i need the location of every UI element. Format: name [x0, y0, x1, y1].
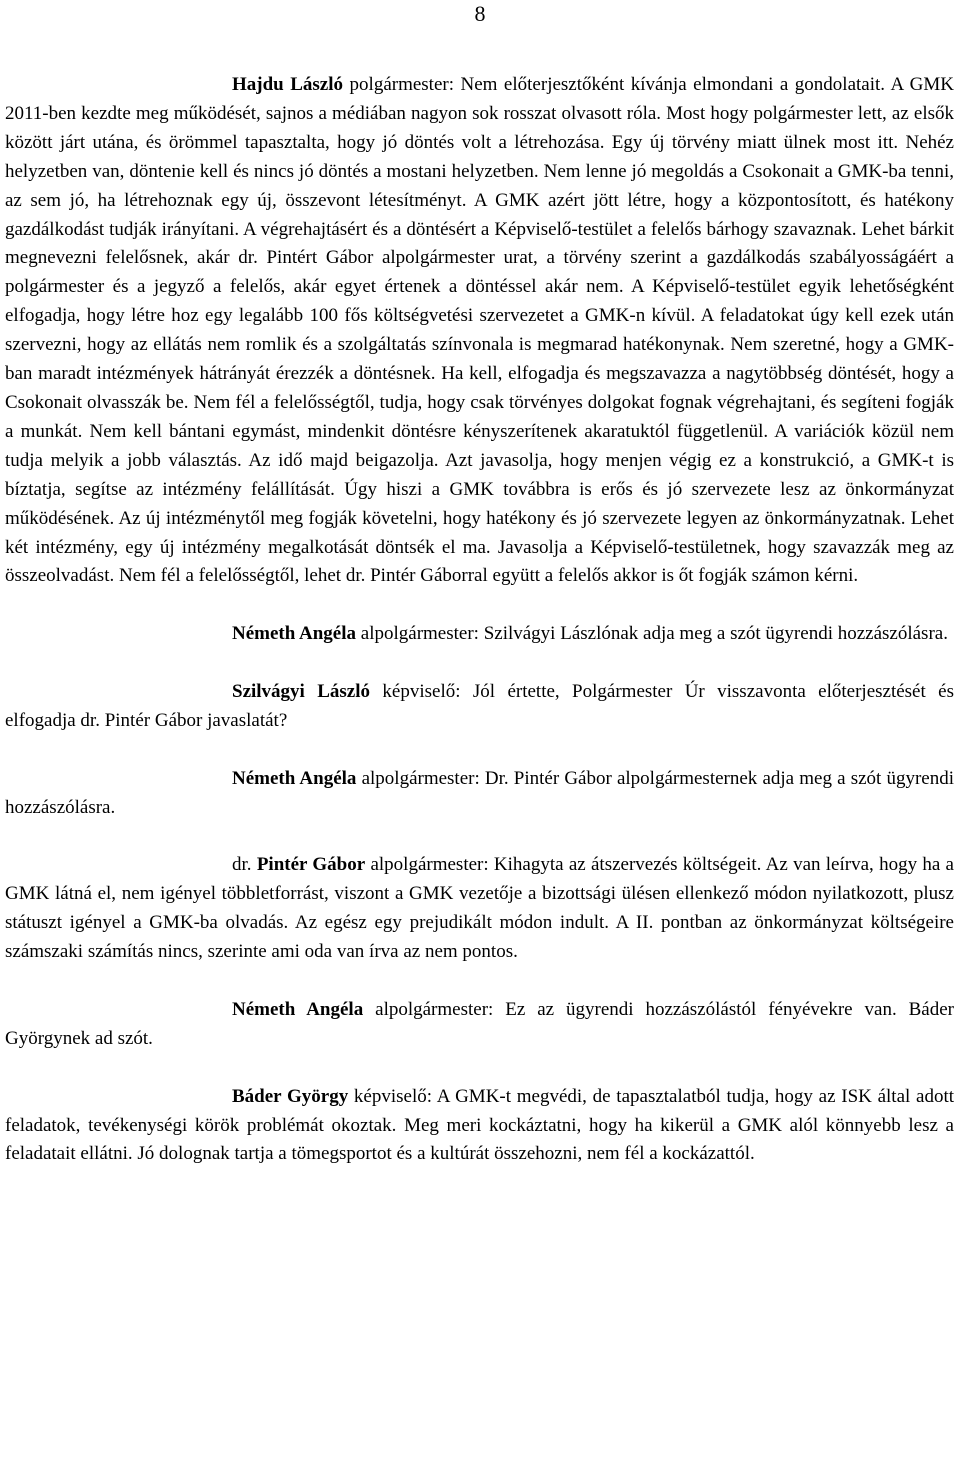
paragraph-text: képviselő: A GMK-t megvédi, de tapasztalatból tudja, hogy az ISK által adott feladatok, tevékenységi körök problémát okoztak. Meg meri kockáztatni, hogy ha kikerül a GMK alól könnyebb lesz a feladatait ellátni. Jó dolognak tartja a tömegsportot és a kultúrát összehozni, nem fél a kockázattól.: [5, 1085, 954, 1165]
paragraph-text: alpolgármester: Szilvágyi Lászlónak adja meg a szót ügyrendi hozzászólásra.: [356, 623, 948, 645]
paragraph-nemeth-3: [5, 996, 954, 1054]
paragraph-spacer: [5, 736, 954, 765]
paragraph-text: polgármester: Nem előterjesztőként kívánja elmondani a gondolatait. A GMK 2011-ben kezdte meg működését, sajnos a médiában nagyon sok rosszat olvasott róla. Most hogy polgármester lett, az elsők között járt utána, és örömmel tapasztalta, hogy jó döntés volt a létrehozása. Egy új törvény miatt ülnek most itt. Nehéz helyzetben van, döntenie kell és nincs jó döntés a mostani helyzetben. Nem lenne jó megoldás a Csokonait a GMK-ba tenni, az sem jó, ha létrehoznak egy új, összevont létesítményt. A GMK azért jött létre, hogy a központosított, és hatékony gazdálkodást tudják irányítani. A végrehajtásért és a döntésért a Képviselő-testület a felelős bárhogy szavaznak. Lehet bárkit megnevezni felelősnek, akár dr. Pintért Gábor alpolgármester urat, a törvény szerint a gazdálkodás szabályosságáért a polgármester és a jegyző a felelős, akár egyet értenek a döntéssel akár nem. A Képviselő-testület egyik lehetőségként elfogadja, hogy létre hoz egy legalább 100 fős költségvetési szervezetet a GMK-n kívül. A feladatokat úgy kell ezek után szervezni, hogy az ellátás nem romlik és a szolgáltatás színvonala is megmarad hatékonynak. Nem szeretné, hogy a GMK-ban maradt intézmények hátrányát érezzék a döntésnek. Ha kell, elfogadja és megszavazza a nagytöbbség döntését, hogy a Csokonait olvasszák be. Nem fél a felelősségtől, tudja, hogy csak törvényes dolgokat fognak végrehajtani, és segíteni fogják a munkát. Nem kell bántani egymást, mindenkit döntésre kényszerítenek akaratuktól függetlenül. A variációk közül nem tudja melyik a jobb választás. Az idő majd beigazolja. Azt javasolja, hogy menjen végig ez a konstrukció, a GMK-t is bíztatja, segítse az intézmény felállítását. Úgy hiszi a GMK továbbra is erős és jó szervezete lesz az önkormányzat működésének. Az új intézménytől meg fogják követelni, hogy hatékony és jó szervezete legyen az önkormányzatnak. Lehet két intézmény, egy új intézmény megalkotását döntsék el ma. Javasolja a Képviselő-testületnek, hogy szavazzák meg az összeolvadást. Nem fél a felelősségtől, lehet dr. Pintér Gáborral együtt a felelős akkor is őt fogják számon kérni.: [5, 74, 954, 587]
paragraph-text: alpolgármester: Dr. Pintér Gábor alpolgármesternek adja meg a szót ügyrendi hozzászólásra.: [5, 767, 954, 818]
paragraph-spacer: [5, 591, 954, 620]
paragraph-spacer: [5, 823, 954, 852]
speaker-name: Németh Angéla: [232, 623, 357, 645]
speaker-name: Németh Angéla: [232, 998, 364, 1020]
speaker-name: Szilvágyi László: [232, 681, 371, 702]
speaker-name: Báder György: [232, 1085, 349, 1107]
paragraph-text: alpolgármester: Ez az ügyrendi hozzászólástól fényévekre van. Báder Györgynek ad szót.: [5, 998, 954, 1049]
paragraph-nemeth-1: [5, 620, 954, 649]
paragraph-bader: [5, 1083, 954, 1170]
paragraph-spacer: [5, 1054, 954, 1083]
paragraph-text: alpolgármester: Kihagyta az átszervezés költségeit. Az van leírva, hogy ha a GMK látná el, nem igényel többletforrást, viszont a GMK vezetője a bizottsági ülésen ellenkező módon nyilatkozott, plusz státuszt igényel a GMK-ba olvadás. Az egész egy prejudikált módon indult. A II. pontban az önkormányzat költségeire számszaki számítás nincs, szerinte ami oda van írva az nem pontos.: [5, 854, 954, 963]
speaker-title: dr.: [232, 854, 257, 876]
document-body: [5, 71, 954, 1169]
speaker-name: Hajdu László: [232, 74, 344, 95]
paragraph-hajdu: [5, 71, 954, 591]
paragraph-nemeth-2: [5, 765, 954, 823]
page-number: 8: [474, 1, 486, 26]
paragraph-pinter: [5, 851, 954, 967]
speaker-name: Pintér Gábor: [256, 854, 366, 876]
paragraph-spacer: [5, 967, 954, 996]
speaker-name: Németh Angéla: [232, 767, 357, 789]
paragraph-text: képviselő: Jól értette, Polgármester Úr visszavonta előterjesztését és elfogadja dr. Pintér Gábor javaslatát?: [5, 681, 954, 731]
paragraph-spacer: [5, 649, 954, 678]
paragraph-szilvagyi: [5, 678, 954, 736]
